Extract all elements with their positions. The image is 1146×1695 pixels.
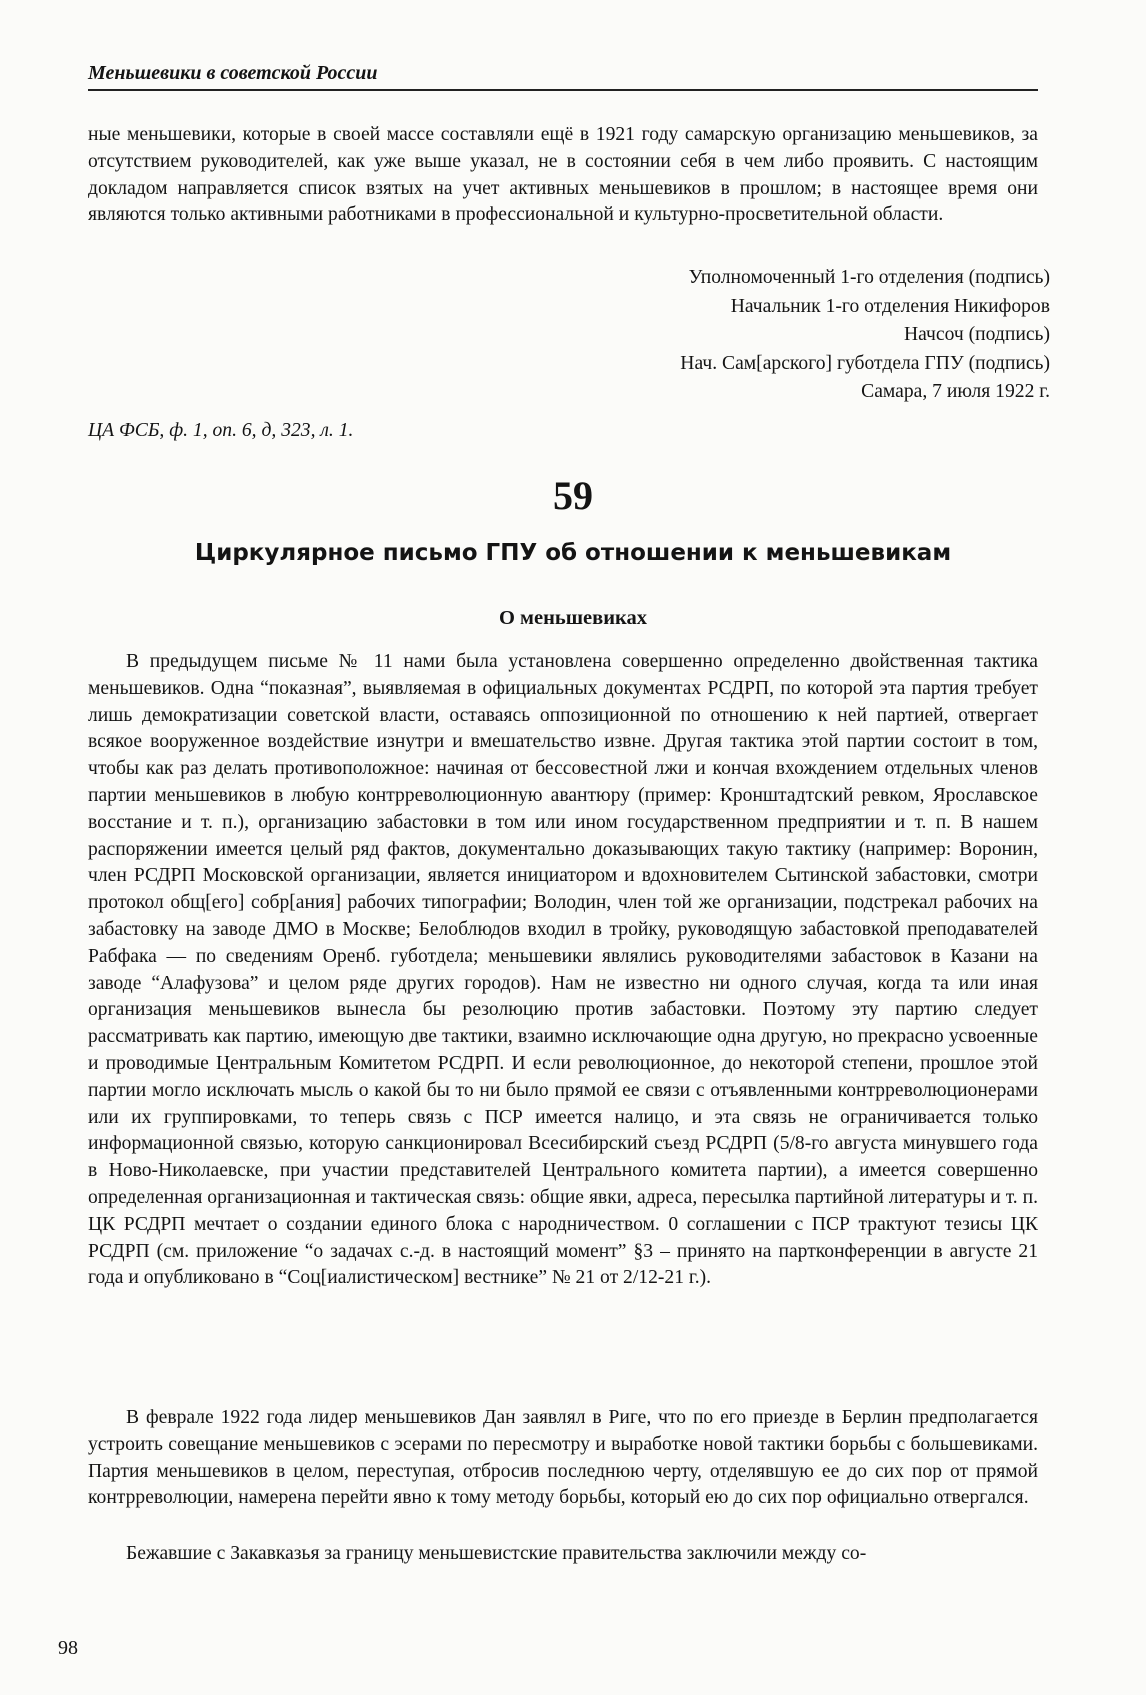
- archive-reference: ЦА ФСБ, ф. 1, оп. 6, д, 323, л. 1.: [88, 420, 354, 441]
- paragraph-transcaucasia: Бежавшие с Закавказья за границу меньшевистские правительства заключили между со-: [126, 1543, 867, 1564]
- running-title: Меньшевики в советской России: [88, 62, 1038, 91]
- page-number: 98: [58, 1637, 78, 1659]
- signature-line: Уполномоченный 1-го отделения (подпись): [688, 267, 1050, 288]
- signature-line: Начальник 1-го отделения Никифоров: [730, 295, 1050, 317]
- paragraph-dan: В феврале 1922 года лидер меньшевиков Дан заявлял в Риге, что по его приезде в Берлин предполагается устроить совещание меньшевиков с эсерами по пересмотру и выработке новой тактики борьбы с большевиками. Партия меньшевиков в целом, переступая, отбросив последнюю черту, отделявшую ее до сих пор от прямой контрреволюции, намерена перейти явно к тому методу борьбы, который ею до сих пор официально отвергался.: [88, 1407, 1038, 1509]
- paragraph-main: В предыдущем письме № 11 нами была установлена совершенно определенно двойственная тактика меньшевиков. Одна “показная”, выявляемая в официальных документах РСДРП, по которой эта партия требует лишь демократизации советской власти, оставаясь оппозиционной по отношению к ней партией, отвергает всякое вооруженное воздействие изнутри и вмешательство извне. Другая тактика этой партии состоит в том, чтобы как раз делать противоположное: начиная от бессовестной лжи и кончая вхождением отдельных членов партии меньшевиков в любую контрреволюционную авантюру (пример: Кронштадтский ревком, Ярославское восстание и т. п.), организацию забастовки в том или ином государственном предприятии и т. п. В нашем распоряжении имеется целый ряд фактов, документально доказывающих такую тактику (например: Воронин, член РСДРП Московской организации, является инициатором и вдохновителем Сытинской забастовки, смотри протокол общ[его] собр[ания] рабочих типографии; Володин, член той же организации, подстрекал рабочих на забастовку на заводе ДМО в Москве; Белоблюдов входил в тройку, руководящую забастовкой преподавателей Рабфака — по сведениям Оренб. губотдела; меньшевики являлись руководителями забастовок в Казани на заводе “Алафузова” и целом ряде других городов). Нам не известно ни одного случая, когда та или иная организация меньшевиков вынесла бы резолюцию против забастовки. Поэтому эту партию следует рассматривать как партию, имеющую две тактики, взаимно исключающие одна другую, но прекрасно усвоенные и проводимые Центральным Комитетом РСДРП. И если революционное, до некоторой степени, прошлое этой партии могло исключать мысль о какой бы то ни было прямой ее связи с отъявленными контрреволюционерами или их группировками, то теперь связь с ПСР имеется налицо, и эта связь не ограничивается только информационной связью, которую санкционировал Всесибирский съезд РСДРП (5/8-го августа минувшего года в Ново-Николаевске, при участии представителей Центрального комитета партии), а имеется совершенно определенная организационная и тактическая связь: общие явки, адреса, пересылка партийной литературы и т. п. ЦК РСДРП мечтает о создании единого блока с народничеством. 0 соглашении с ПСР трактуют тезисы ЦК РСДРП (см. приложение “о задачах с.-д. в настоящий момент” §3 – принято на партконференции в августе 21 года и опубликовано в “Соц[иалистическом] вестнике” № 21 от 2/12-21 г.).: [88, 651, 1038, 1289]
- section-subtitle: О меньшевиках: [498, 607, 648, 629]
- paragraph-continuation: ные меньшевики, которые в своей массе составляли ещё в 1921 году самарскую организацию меньшевиков, за отсутствием руководителей, как уже выше указал, не в состоянии себя в чем либо проявить. С настоящим докладом направляется список взятых на учет активных меньшевиков в прошлом; в настоящее время они являются только активными работниками в профессиональной и культурно-просветительной области.: [88, 124, 1038, 226]
- date-line: Самара, 7 июля 1922 г.: [861, 381, 1050, 402]
- document-title: Циркулярное письмо ГПУ об отношении к меньшевикам: [194, 540, 952, 566]
- document-number: 59: [553, 473, 593, 518]
- signature-line: Нач. Сам[арского] губотдела ГПУ (подпись): [680, 352, 1050, 374]
- signature-line: Начсоч (подпись): [904, 324, 1050, 345]
- signature-block: [530, 264, 1050, 407]
